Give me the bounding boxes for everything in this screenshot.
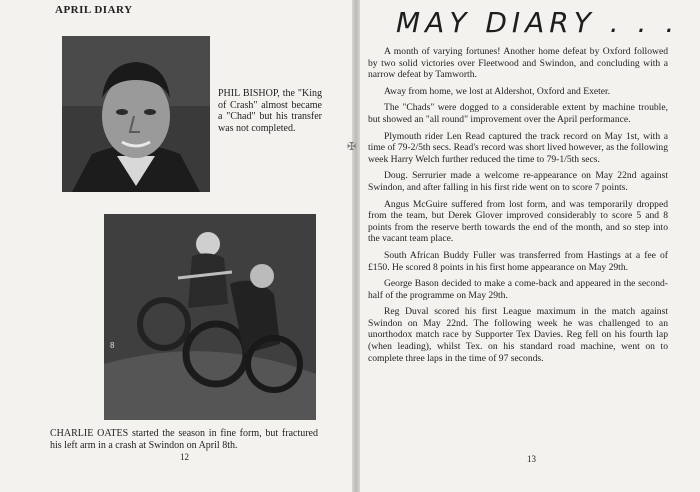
binding-mark: ✠	[347, 141, 357, 153]
may-diary-title: MAY DIARY . . .	[396, 6, 680, 39]
april-diary-header: APRIL DIARY	[55, 4, 133, 16]
svg-text:8: 8	[110, 341, 115, 350]
charlie-oates-photo	[104, 214, 316, 420]
paragraph-3: The "Chads" were dogged to a considerable extent by machine trouble, but showed an "all round" improvement over the April performance.	[368, 102, 668, 125]
paragraph-9: Reg Duval scored his first League maximum in the match against Swindon on May 22nd. The following week he was challenged to an unorthodox match race by Supporter Tex Davies. Reg fell on his fourth lap (when leading), whilst Tex. on his standard road machine, went on to complete three laps in the time of 97 seconds.	[368, 306, 668, 364]
phil-bishop-photo	[62, 36, 210, 192]
book-gutter	[352, 0, 360, 492]
right-page-number: 13	[527, 454, 536, 464]
paragraph-2: Away from home, we lost at Aldershot, Oxford and Exeter.	[384, 85, 611, 97]
paragraph-1: A month of varying fortunes! Another home defeat by Oxford followed by two solid victories over Fleetwood and Swindon, and concluding with a narrow defeat by Tamworth.	[368, 46, 668, 81]
may-diary-body	[368, 46, 668, 369]
paragraph-4: Plymouth rider Len Read captured the track record on May 1st, with a time of 79-2/5th secs. Read's record was short lived however, as the following week Harry Welch further reduced the time to 79-1/5th secs.	[368, 130, 668, 165]
charlie-oates-caption: CHARLIE OATES started the season in fine form, but fractured his left arm in a crash at Swindon on April 8th.	[50, 428, 318, 451]
paragraph-8: George Bason decided to make a come-back and appeared in the second-half of the programme on May 29th.	[368, 278, 668, 301]
phil-bishop-caption: PHIL BISHOP, the "King of Crash" almost became a "Chad" but his transfer was not completed.	[218, 88, 322, 134]
paragraph-7: South African Buddy Fuller was transferred from Hastings at a fee of £150. He scored 8 points in his first home appearance on May 29th.	[368, 249, 668, 273]
paragraph-5: Doug. Serrurier made a welcome re-appearance on May 22nd against Swindon, and after falling in his first ride went on to score 7 points.	[368, 170, 668, 193]
paragraph-6: Angus McGuire suffered from lost form, and was temporarily dropped from the team, but Derek Glover improved considerably to score 5 and 8 points from the reserve berth towards the end of the month, and so step into the vacant team place.	[368, 198, 668, 245]
left-page-number: 12	[180, 452, 189, 462]
